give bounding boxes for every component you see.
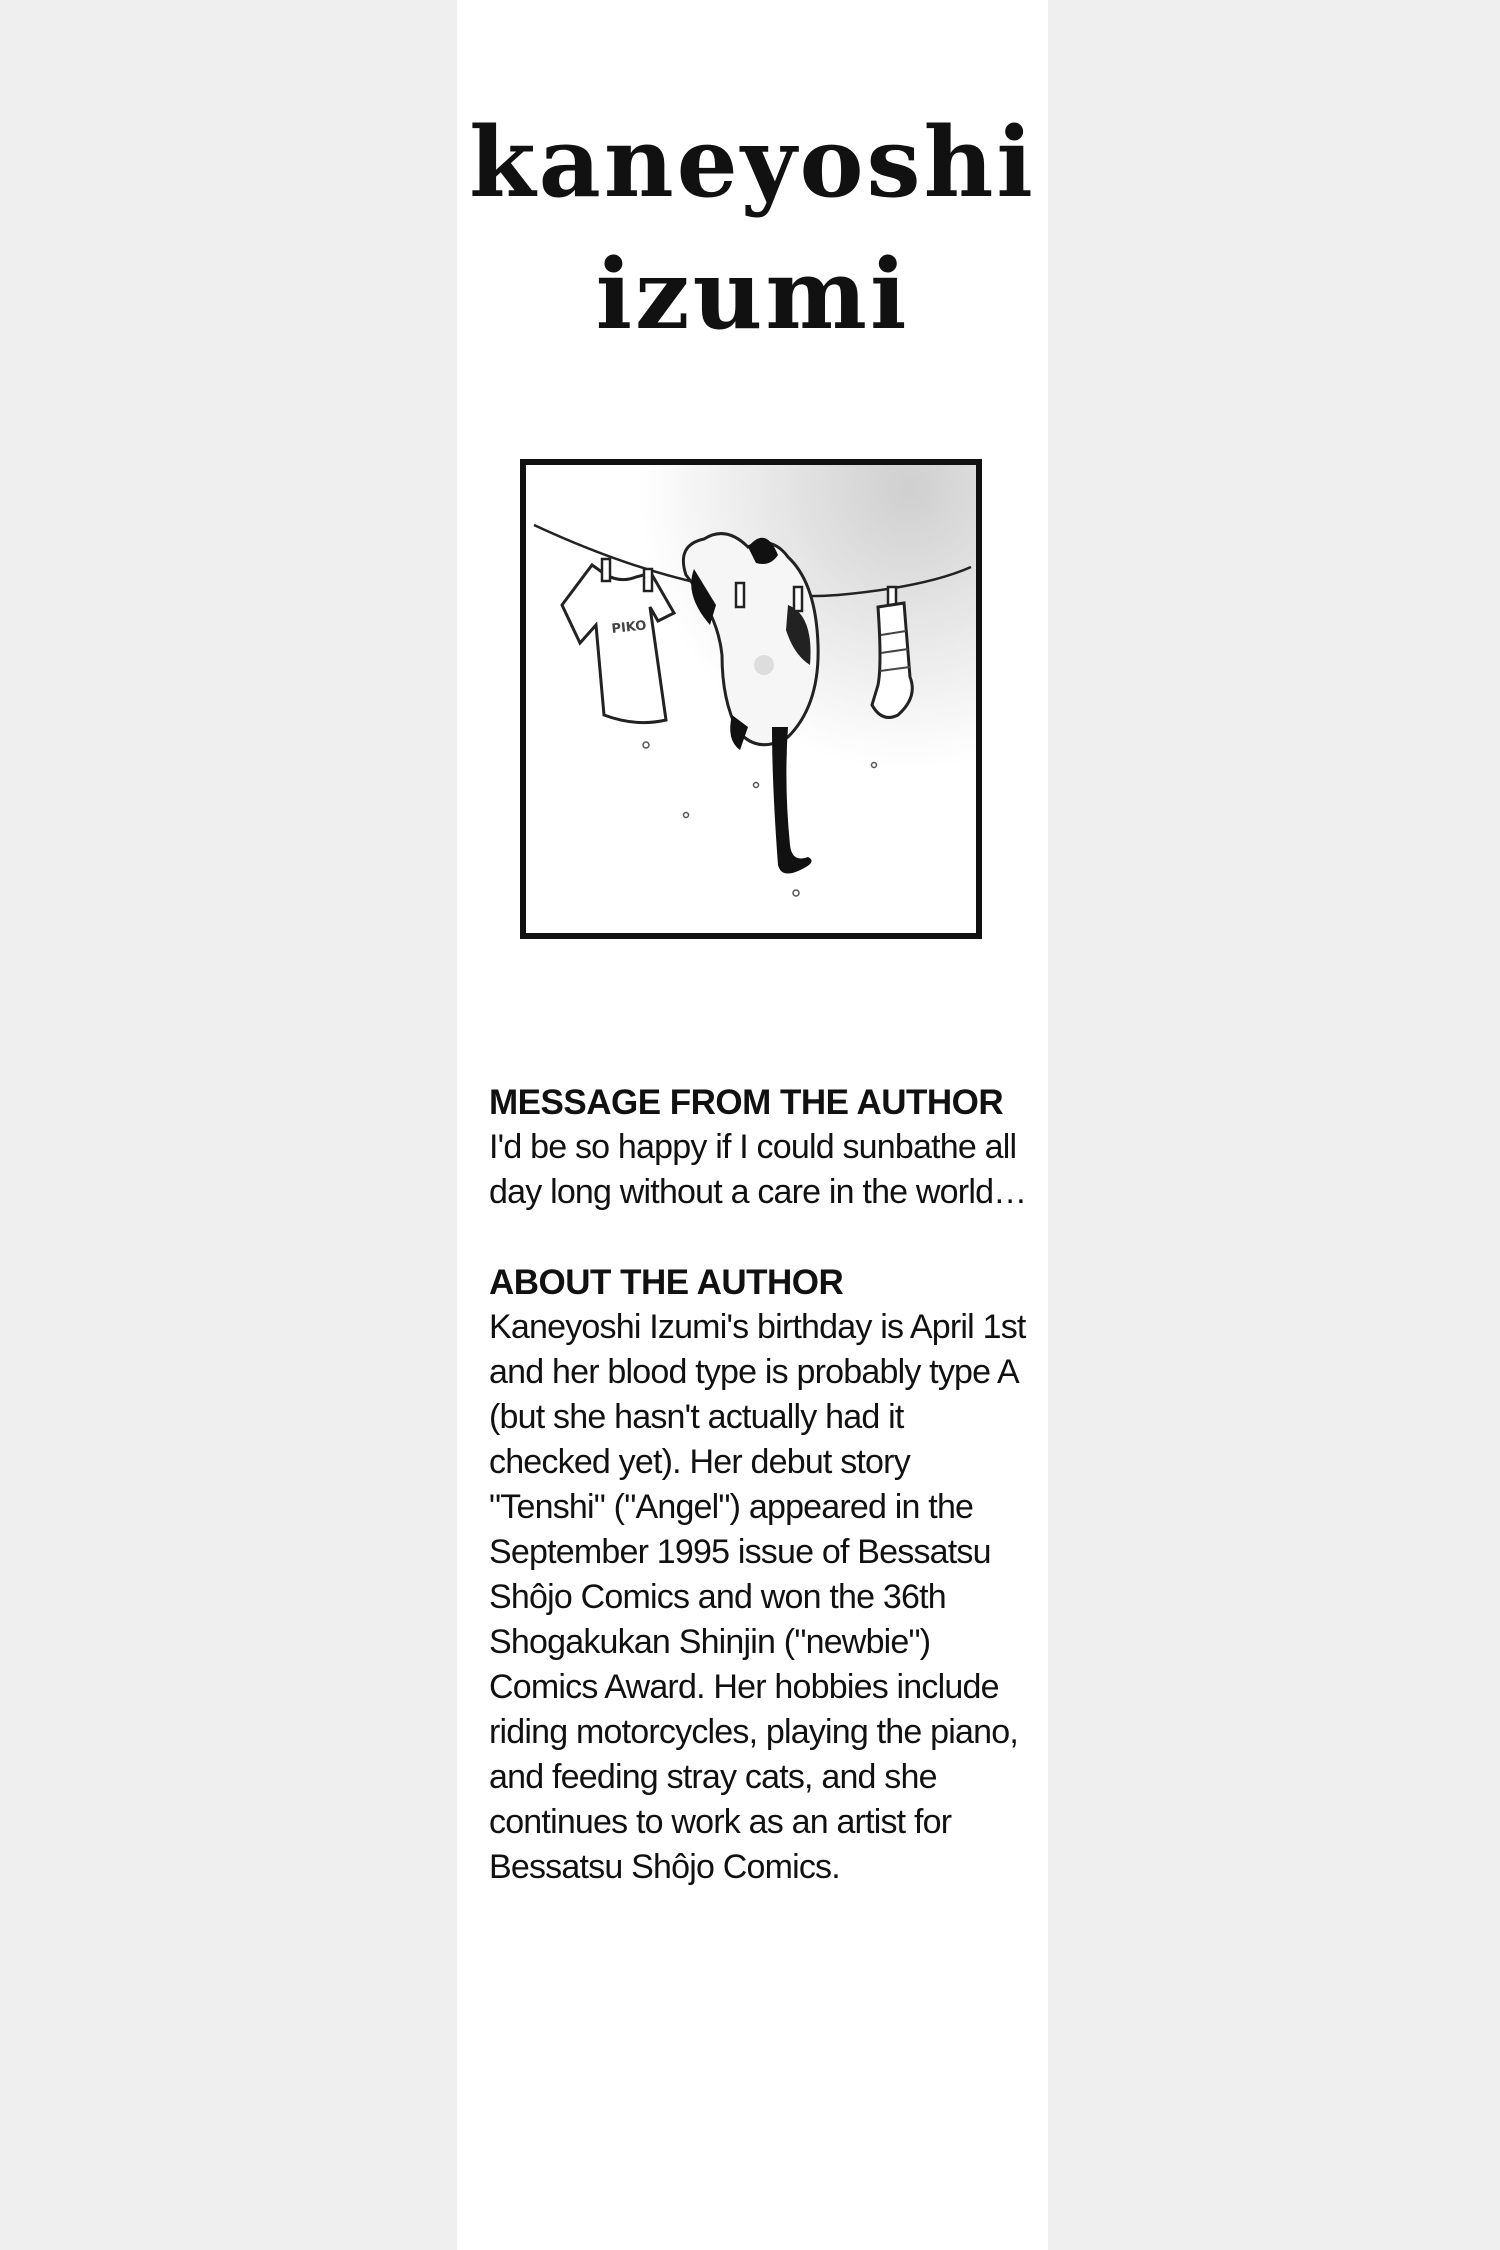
author-name-line2: izumi (595, 238, 910, 351)
about-heading: ABOUT THE AUTHOR (489, 1263, 844, 1302)
svg-text:PIKO: PIKO (610, 618, 648, 637)
page-column (457, 0, 1048, 2250)
about-body: Kaneyoshi Izumi's birthday is April 1st and her blood type is probably type A (but she hasn't actually had it checked yet). Her debut story "Tenshi" ("Angel") appeared in the September 1995 issue of Bessatsu Shôjo Comics and won the 36th Shogakukan Shinjin ("newbie") Comics Award. Her hobbies include riding motorcycles, playing the piano, and feeding stray cats, and she continues to work as an artist for Bessatsu Shôjo Comics. (489, 1308, 1026, 1886)
message-body: I'd be so happy if I could sunbathe all day long without a care in the world… (489, 1128, 1027, 1211)
author-illustration (520, 459, 982, 939)
message-heading: MESSAGE FROM THE AUTHOR (489, 1083, 1004, 1122)
illustration-drawing (526, 465, 976, 933)
author-name-line1: kaneyoshi (469, 106, 1036, 219)
author-text (489, 1080, 1029, 1890)
